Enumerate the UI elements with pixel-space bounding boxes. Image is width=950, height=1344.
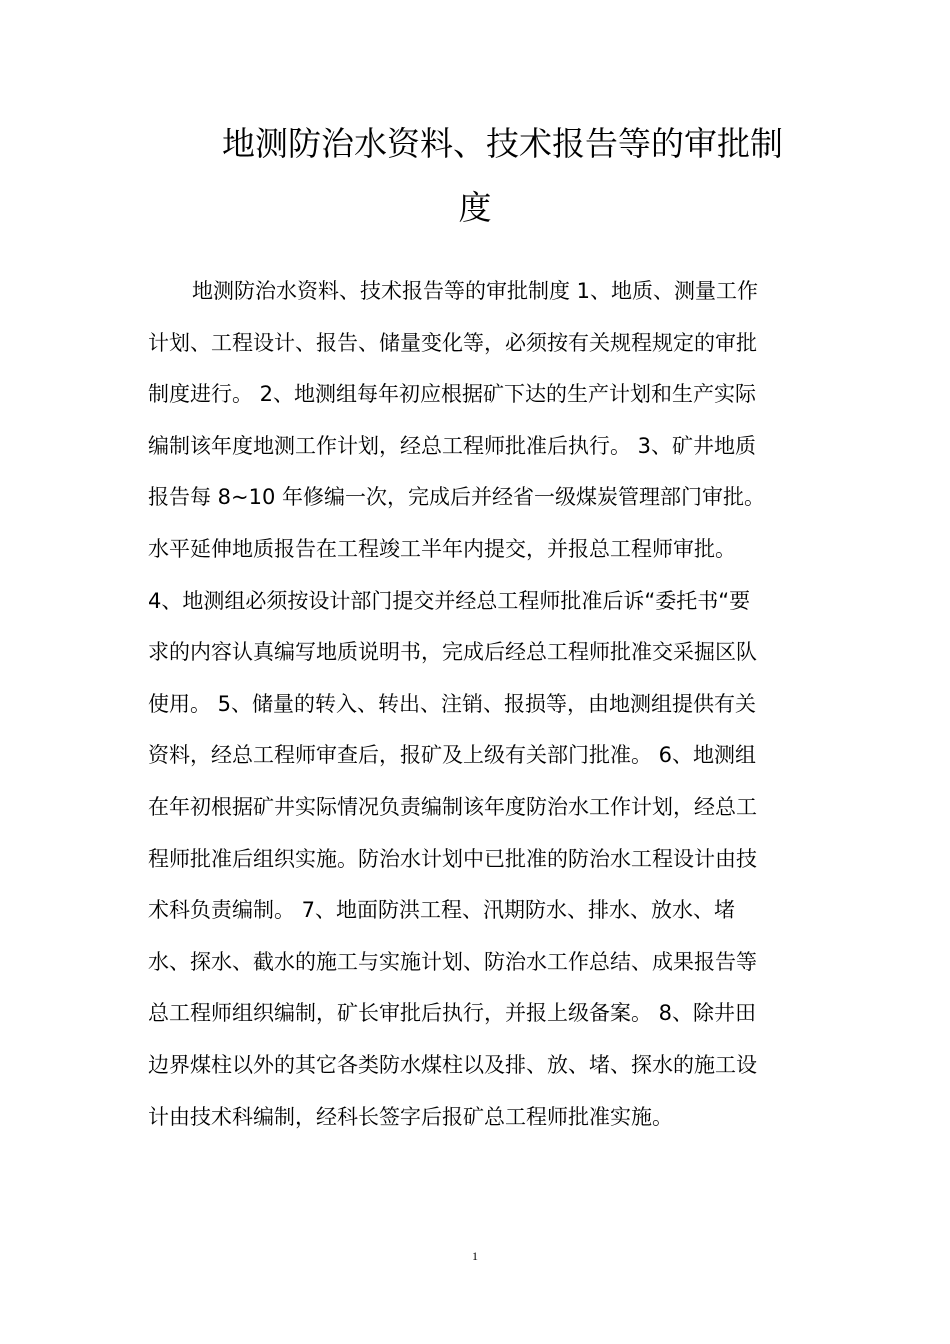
body-line: 报告每 8~10 年修编一次，完成后并经省一级煤炭管理部门审批。	[148, 485, 766, 510]
body-line: 编制该年度地测工作计划，经总工程师批准后执行。 3、矿井地质	[148, 433, 757, 458]
body-line: 程师批准后组织实施。防治水计划中已批准的防治水工程设计由技	[148, 846, 757, 871]
body-line: 求的内容认真编写地质说明书，完成后经总工程师批准交采掘区队	[148, 640, 757, 665]
body-line: 术科负责编制。 7、地面防洪工程、汛期防水、排水、放水、堵	[148, 898, 736, 923]
body-line: 资料，经总工程师审查后，报矿及上级有关部门批准。 6、地测组	[148, 743, 757, 768]
page-number: 1	[472, 1249, 478, 1263]
body-line: 水、探水、截水的施工与实施计划、防治水工作总结、成果报告等	[148, 949, 757, 974]
body-line: 总工程师组织编制，矿长审批后执行，并报上级备案。 8、除井田	[148, 1001, 757, 1026]
body-line: 地测防治水资料、技术报告等的审批制度 1、地质、测量工作	[192, 279, 759, 303]
body-text	[148, 266, 802, 1143]
document-title	[148, 112, 802, 240]
body-line: 计由技术科编制，经科长签字后报矿总工程师批准实施。	[148, 1104, 673, 1129]
body-line: 使用。 5、储量的转入、转出、注销、报损等，由地测组提供有关	[148, 691, 757, 716]
body-line: 计划、工程设计、报告、储量变化等，必须按有关规程规定的审批	[148, 330, 757, 355]
title-line-2: 度	[458, 188, 492, 227]
body-line: 边界煤柱以外的其它各类防水煤柱以及排、放、堵、探水的施工设	[148, 1052, 757, 1077]
title-line-1: 地测防治水资料、技术报告等的审批制	[222, 124, 783, 163]
body-line: 4、地测组必须按设计部门提交并经总工程师批准后诉“委托书“要	[148, 588, 751, 613]
body-line: 制度进行。 2、地测组每年初应根据矿下达的生产计划和生产实际	[148, 382, 757, 407]
body-line: 水平延伸地质报告在工程竣工半年内提交，并报总工程师审批。	[148, 536, 736, 561]
body-line: 在年初根据矿井实际情况负责编制该年度防治水工作计划，经总工	[148, 794, 757, 819]
